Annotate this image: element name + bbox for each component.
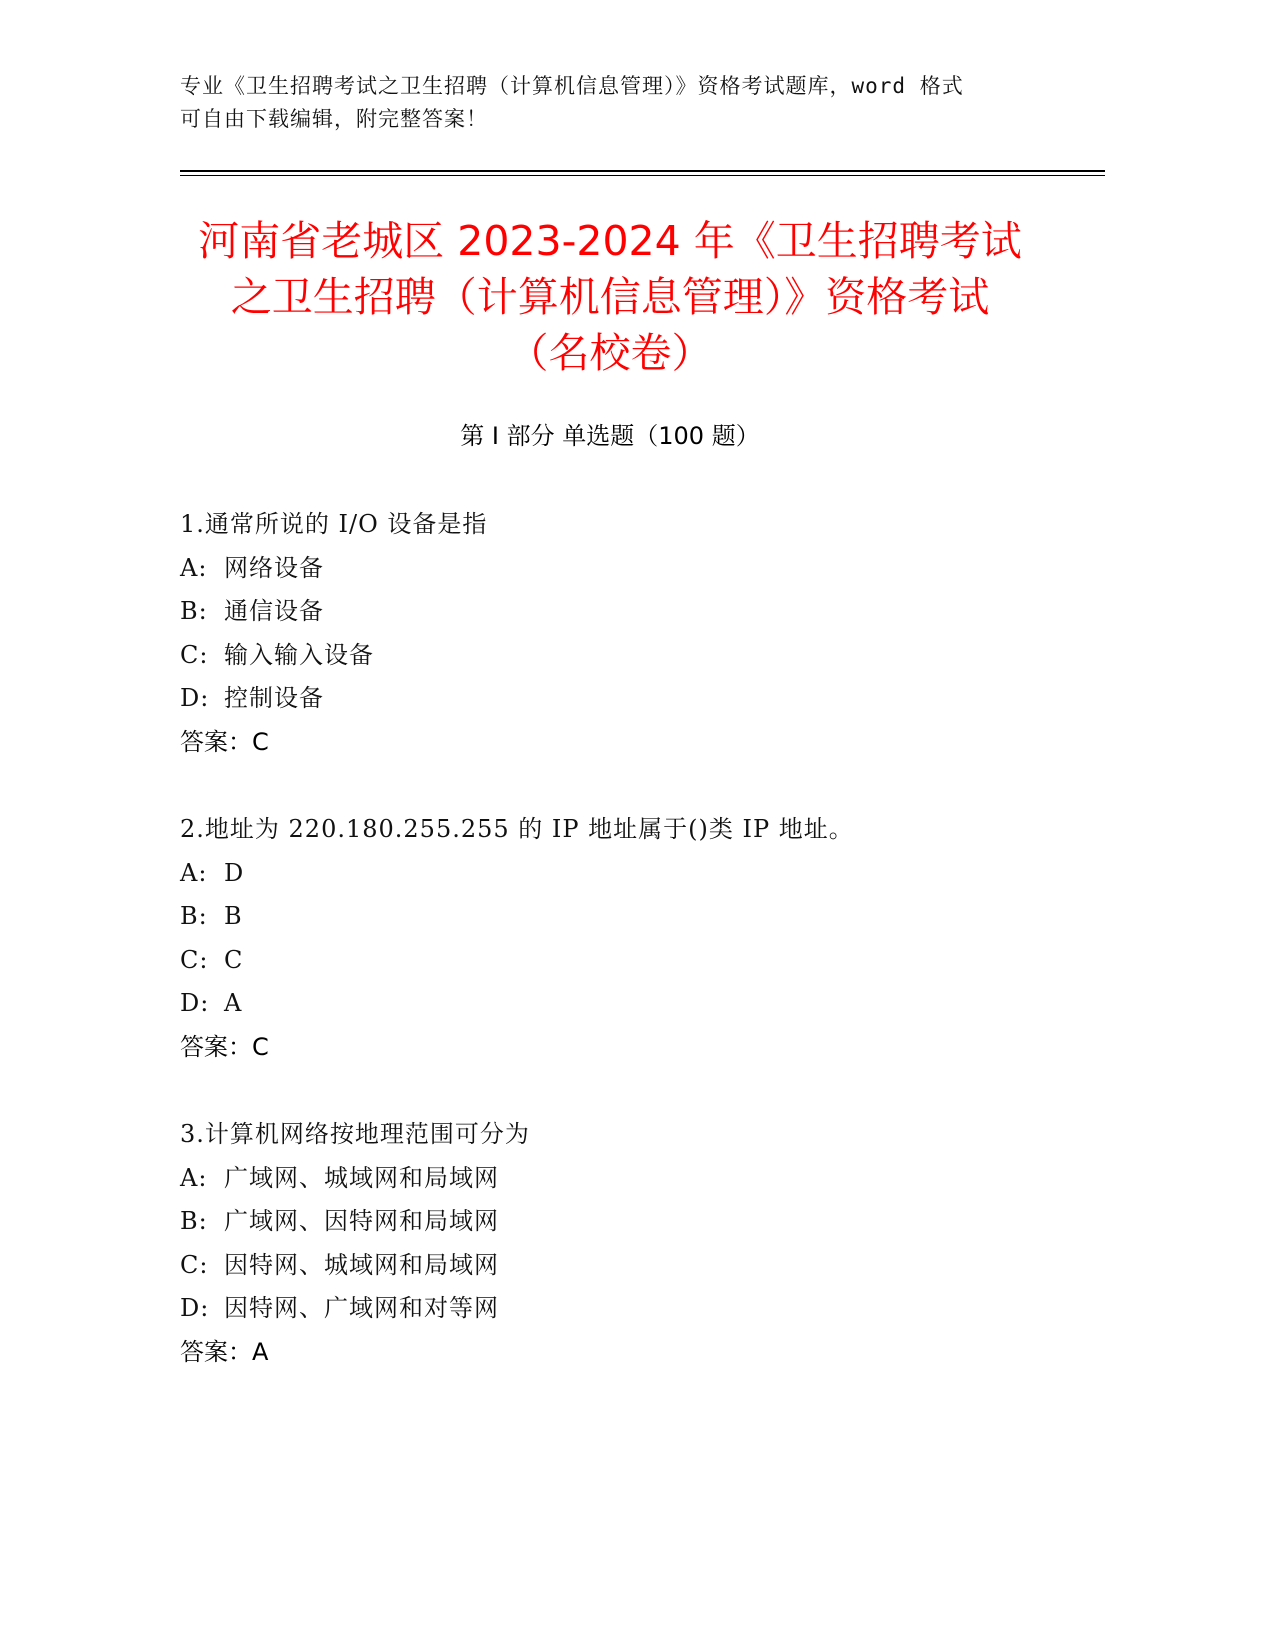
option-d xyxy=(180,982,1080,1026)
option-d xyxy=(180,1287,1080,1331)
title-line-2: 之卫生招聘（计算机信息管理）》资格考试 xyxy=(230,273,990,321)
option-letter: B: xyxy=(180,1207,208,1235)
option-text: C xyxy=(224,945,244,974)
answer-line: 答案：C xyxy=(180,727,269,756)
option-a xyxy=(180,852,1080,896)
section-title: 第 I 部分 单选题（100 题） xyxy=(460,422,760,450)
option-text: 通信设备 xyxy=(224,597,324,625)
header-rule-thick xyxy=(180,170,1105,172)
option-text: B xyxy=(224,902,243,930)
option-b xyxy=(180,895,1080,939)
question-2 xyxy=(180,808,1080,1069)
option-c xyxy=(180,1244,1080,1288)
option-letter: C: xyxy=(180,640,209,669)
option-text: 因特网、城域网和局域网 xyxy=(224,1250,499,1279)
option-b xyxy=(180,1200,1080,1244)
option-letter: C: xyxy=(180,1250,209,1279)
question-1 xyxy=(180,503,1080,764)
document-intro xyxy=(180,70,1040,136)
option-text: 广域网、城域网和局域网 xyxy=(224,1163,499,1192)
option-text: 控制设备 xyxy=(224,684,324,712)
option-text: 因特网、广域网和对等网 xyxy=(224,1294,499,1322)
option-a xyxy=(180,547,1080,591)
option-letter: A: xyxy=(180,553,208,582)
header-rule-thin xyxy=(180,175,1105,176)
option-letter: B: xyxy=(180,902,208,930)
option-letter: D: xyxy=(180,989,210,1017)
option-letter: A: xyxy=(180,1163,208,1192)
option-c xyxy=(180,939,1080,983)
option-text: 输入输入设备 xyxy=(224,640,374,669)
intro-line-1: 专业《卫生招聘考试之卫生招聘（计算机信息管理）》资格考试题库，word 格式 xyxy=(180,74,964,98)
option-d xyxy=(180,677,1080,721)
answer-line: 答案：C xyxy=(180,1032,269,1061)
intro-line-2: 可自由下载编辑，附完整答案！ xyxy=(180,107,488,131)
option-a xyxy=(180,1157,1080,1201)
question-stem: 2.地址为 220.180.255.255 的 IP 地址属于()类 IP 地址。 xyxy=(180,815,854,843)
option-b xyxy=(180,590,1080,634)
option-text: A xyxy=(224,989,243,1017)
title-line-3: （名校卷） xyxy=(507,329,713,377)
option-c xyxy=(180,634,1080,678)
option-letter: B: xyxy=(180,597,208,625)
question-stem: 3.计算机网络按地理范围可分为 xyxy=(180,1120,530,1148)
option-letter: D: xyxy=(180,684,210,712)
option-text: 网络设备 xyxy=(224,553,324,582)
option-text: 广域网、因特网和局域网 xyxy=(224,1207,499,1235)
option-letter: A: xyxy=(180,858,208,887)
option-letter: C: xyxy=(180,945,209,974)
title-line-1: 河南省老城区 2023-2024 年《卫生招聘考试 xyxy=(198,217,1022,265)
document-title xyxy=(180,213,1040,381)
answer-line: 答案：A xyxy=(180,1337,269,1366)
option-text: D xyxy=(224,858,245,887)
question-3 xyxy=(180,1113,1080,1374)
option-letter: D: xyxy=(180,1294,210,1322)
question-stem: 1.通常所说的 I/O 设备是指 xyxy=(180,510,488,538)
